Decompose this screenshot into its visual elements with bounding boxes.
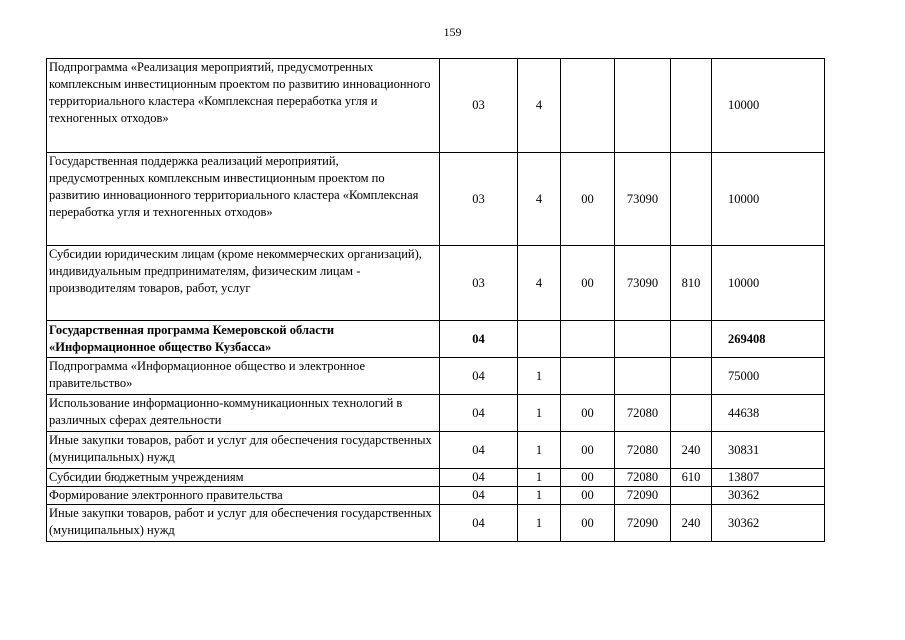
cell-amount: 13807 [712,469,825,487]
table-row [47,432,825,469]
cell-event-code [561,358,615,395]
cell-expense-type: 240 [671,505,712,542]
cell-event-code: 00 [561,246,615,321]
cell-expense-type: 240 [671,432,712,469]
cell-name: Использование информационно-коммуникационных технологий в различных сферах деятельности [47,395,440,432]
cell-name: Иные закупки товаров, работ и услуг для обеспечения государственных (муниципальных) нужд [47,432,440,469]
cell-program-code: 03 [440,153,518,246]
cell-subprogram-code: 1 [518,395,561,432]
cell-program-code: 04 [440,469,518,487]
cell-program-code: 03 [440,59,518,153]
cell-direction-code: 72080 [615,469,671,487]
cell-expense-type: 610 [671,469,712,487]
cell-direction-code [615,59,671,153]
cell-expense-type [671,153,712,246]
cell-amount: 30831 [712,432,825,469]
table-row [47,395,825,432]
cell-subprogram-code: 4 [518,59,561,153]
cell-direction-code [615,358,671,395]
budget-table [46,58,825,542]
table-row [47,59,825,153]
cell-amount: 10000 [712,153,825,246]
table-row [47,153,825,246]
table-row [47,358,825,395]
cell-amount: 269408 [712,321,825,358]
cell-subprogram-code: 1 [518,487,561,505]
cell-amount: 44638 [712,395,825,432]
cell-program-code: 04 [440,487,518,505]
cell-direction-code: 72080 [615,395,671,432]
cell-event-code: 00 [561,153,615,246]
cell-subprogram-code: 1 [518,432,561,469]
cell-subprogram-code: 4 [518,153,561,246]
cell-name: Подпрограмма «Информационное общество и электронное правительство» [47,358,440,395]
cell-subprogram-code: 1 [518,358,561,395]
cell-program-code: 04 [440,358,518,395]
budget-table-body [47,59,825,542]
cell-name: Подпрограмма «Реализация мероприятий, предусмотренных комплексным инвестиционным проектом по развитию инновационного территориального кластера «Комплексная переработка угля и техногенных отходов» [47,59,440,153]
cell-event-code: 00 [561,469,615,487]
cell-event-code [561,59,615,153]
cell-expense-type [671,487,712,505]
cell-program-code: 03 [440,246,518,321]
table-row [47,321,825,358]
cell-amount: 30362 [712,505,825,542]
cell-amount: 10000 [712,246,825,321]
cell-expense-type [671,358,712,395]
table-row [47,505,825,542]
cell-subprogram-code: 4 [518,246,561,321]
cell-direction-code: 73090 [615,153,671,246]
cell-expense-type [671,395,712,432]
cell-event-code: 00 [561,505,615,542]
cell-name: Формирование электронного правительства [47,487,440,505]
cell-amount: 30362 [712,487,825,505]
cell-expense-type [671,321,712,358]
cell-name: Иные закупки товаров, работ и услуг для обеспечения государственных (муниципальных) нужд [47,505,440,542]
page-number: 159 [443,25,462,39]
cell-direction-code: 73090 [615,246,671,321]
cell-name: Субсидии юридическим лицам (кроме некоммерческих организаций), индивидуальным предпринимателям, физическим лицам - производителям товаров, работ, услуг [47,246,440,321]
cell-direction-code: 72090 [615,505,671,542]
cell-direction-code: 72080 [615,432,671,469]
table-row [47,487,825,505]
table-row [47,246,825,321]
cell-program-code: 04 [440,321,518,358]
cell-name: Государственная поддержка реализаций мероприятий, предусмотренных комплексным инвестиционным проектом по развитию инновационного территориального кластера «Комплексная переработка угля и техногенных отходов» [47,153,440,246]
cell-event-code: 00 [561,487,615,505]
cell-amount: 10000 [712,59,825,153]
cell-direction-code [615,321,671,358]
cell-name: Государственная программа Кемеровской области «Информационное общество Кузбасса» [47,321,440,358]
cell-expense-type: 810 [671,246,712,321]
cell-event-code: 00 [561,395,615,432]
cell-amount: 75000 [712,358,825,395]
cell-event-code: 00 [561,432,615,469]
cell-program-code: 04 [440,395,518,432]
cell-program-code: 04 [440,432,518,469]
cell-direction-code: 72090 [615,487,671,505]
cell-subprogram-code: 1 [518,469,561,487]
cell-subprogram-code [518,321,561,358]
cell-expense-type [671,59,712,153]
cell-event-code [561,321,615,358]
cell-program-code: 04 [440,505,518,542]
cell-subprogram-code: 1 [518,505,561,542]
cell-name: Субсидии бюджетным учреждениям [47,469,440,487]
table-row [47,469,825,487]
